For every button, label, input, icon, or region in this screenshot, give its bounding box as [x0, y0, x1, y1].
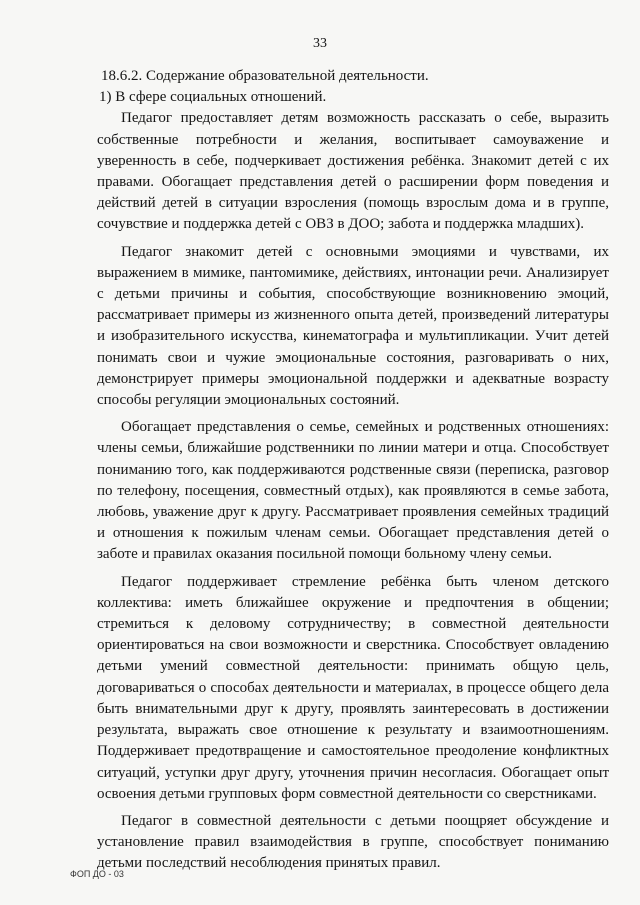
- subsection-heading: 1) В сфере социальных отношений.: [99, 89, 327, 106]
- footer-code: ФОП ДО - 03: [70, 869, 124, 879]
- paragraph: Педагог в совместной деятельности с детьми поощряет обсуждение и установление правил взаимодействия в группе, способствует пониманию детьми последствий несоблюдения принятых правил.: [97, 812, 609, 872]
- paragraph: Педагог знакомит детей с основными эмоциями и чувствами, их выражением в мимике, пантомимике, действиях, интонации речи. Анализирует с детьми причины и события, способствующие возникновению эмоций, рассматривает примеры из жизненного опыта детей, произведений литературы и изобразительного искусства, кинематографа и мультипликации. Учит детей понимать свои и чужие эмоциональные состояния, разговаривать о них, демонстрирует примеры эмоциональной поддержки и адекватные возрасту способы регуляции эмоциональных состояний.: [97, 243, 609, 409]
- page-content: [97, 66, 609, 875]
- paragraph: Педагог предоставляет детям возможность рассказать о себе, выразить собственные потребности и желания, воспитывает самоуважение и уверенность в себе, подчеркивает достижения ребёнка. Знакомит детей с их правами. Обогащает представления детей о расширении форм поведения и действий детей в ситуации взросления (помощь взрослым дома и в группе, сочувствие и поддержка детей с ОВЗ в ДОО; забота и поддержка младших).: [97, 110, 609, 233]
- page-number: 33: [313, 36, 327, 51]
- section-heading: 18.6.2. Содержание образовательной деятельности.: [101, 68, 429, 84]
- paragraph: Обогащает представления о семье, семейных и родственных отношениях: члены семьи, ближайшие родственники по линии матери и отца. Способствует пониманию того, как поддерживаются родственные связи (переписка, разговор по телефону, посещения, совместный отдых), как проявляются в семье забота, любовь, уважение друг к другу. Рассматривает проявления семейных традиций и отношения к пожилым членам семьи. Обогащает представления детей о заботе и правилах оказания посильной помощи больному члену семьи.: [97, 419, 609, 563]
- paragraph: Педагог поддерживает стремление ребёнка быть членом детского коллектива: иметь ближайшее окружение и предпочтения в общении; стремиться к деловому сотрудничеству; в совместной деятельности ориентироваться на свои возможности и сверстника. Способствует овладению детьми умений совместной деятельности: принимать общую цель, договариваться о способах деятельности и материалах, в процессе общего дела быть внимательными друг к другу, проявлять заинтересовать в достижении результата, выражать свое отношение к результату и взаимоотношениям. Поддерживает предотвращение и самостоятельное преодоление конфликтных ситуаций, уступки друг другу, уточнения причин несогласия. Обогащает опыт освоения детьми групповых форм совместной деятельности со сверстниками.: [97, 573, 609, 802]
